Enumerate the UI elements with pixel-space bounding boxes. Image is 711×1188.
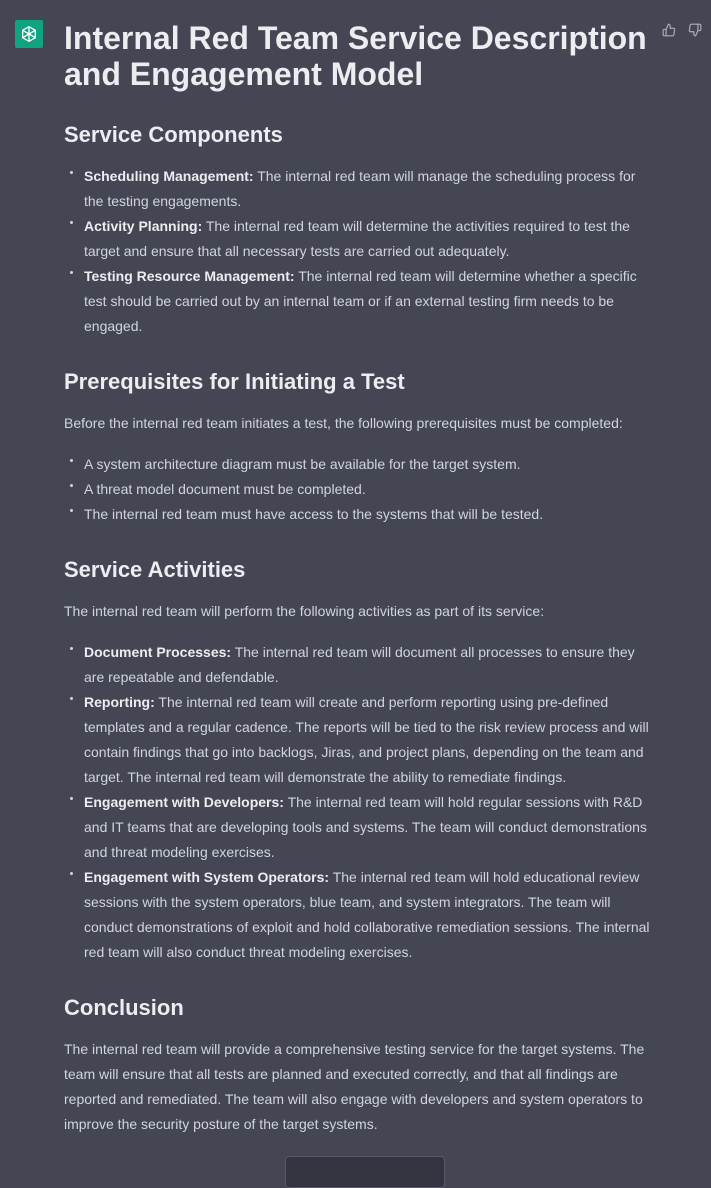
list-item [64, 640, 654, 690]
document-title: Internal Red Team Service Description and Engagement Model [64, 20, 647, 92]
thumbs-down-icon [688, 23, 702, 37]
section-heading: Prerequisites for Initiating a Test [64, 369, 405, 394]
list-item-text: The internal red team will hold regular sessions with R&D and IT teams that are developing tools and systems. The team will conduct demonstrations and threat modeling exercises. [84, 794, 647, 860]
list-item-text: The internal red team will manage the scheduling process for the testing engagements. [84, 168, 636, 209]
section-heading: Conclusion [64, 995, 184, 1020]
list-item-text: The internal red team will document all processes to ensure they are repeatable and defendable. [84, 644, 635, 685]
section-conclusion [64, 993, 654, 1137]
list-item [64, 690, 654, 790]
message-content [64, 20, 654, 1165]
list-item-text: The internal red team will determine whether a specific test should be carried out by an internal team or if an external testing firm needs to be engaged. [84, 268, 637, 334]
list-item: A threat model document must be completed. [64, 477, 654, 502]
section-heading: Service Components [64, 122, 283, 147]
list-item: The internal red team must have access to the systems that will be tested. [64, 502, 654, 527]
list-item-term: Document Processes: [84, 644, 232, 660]
section-prerequisites [64, 367, 654, 527]
regenerate-button[interactable] [285, 1156, 445, 1188]
bullet-list [64, 640, 654, 965]
bullet-list [64, 164, 654, 339]
list-item-text: The internal red team will hold educational review sessions with the system operators, blue team, and system integrators. The team will conduct demonstrations of exploit and hold collaborative remediation sessions. The internal red team will also conduct threat modeling exercises. [84, 869, 650, 960]
list-item [64, 865, 654, 965]
thumbs-up-button[interactable] [661, 22, 677, 38]
list-item-text: The internal red team will create and perform reporting using pre-defined templates and a regular cadence. The reports will be tied to the risk review process and will contain findings that go into backlogs, Jiras, and project plans, depending on the team and target. The internal red team will demonstrate the ability to remediate findings. [84, 694, 649, 785]
section-service-components [64, 120, 654, 339]
openai-logo-icon [19, 24, 39, 44]
list-item [64, 790, 654, 865]
section-intro: Before the internal red team initiates a test, the following prerequisites must be completed: [64, 415, 623, 431]
conclusion-text: The internal red team will provide a comprehensive testing service for the target systems. The team will ensure that all tests are planned and executed correctly, and that all findings are reported and remediated. The team will also engage with developers and system operators to improve the security posture of the target systems. [64, 1041, 645, 1132]
list-item-term: Activity Planning: [84, 218, 203, 234]
list-item-text: The internal red team will determine the activities required to test the target and ensure that all necessary tests are carried out adequately. [84, 218, 630, 259]
section-intro: The internal red team will perform the following activities as part of its service: [64, 603, 545, 619]
list-item-term: Engagement with Developers: [84, 794, 284, 810]
list-item: A system architecture diagram must be available for the target system. [64, 452, 654, 477]
assistant-avatar [15, 20, 43, 48]
bullet-list [64, 452, 654, 527]
list-item-term: Reporting: [84, 694, 155, 710]
section-heading: Service Activities [64, 557, 246, 582]
thumbs-down-button[interactable] [687, 22, 703, 38]
feedback-controls [661, 22, 703, 38]
thumbs-up-icon [662, 23, 676, 37]
list-item-term: Scheduling Management: [84, 168, 254, 184]
list-item [64, 214, 654, 264]
list-item [64, 264, 654, 339]
section-service-activities [64, 555, 654, 965]
list-item-term: Engagement with System Operators: [84, 869, 330, 885]
list-item-term: Testing Resource Management: [84, 268, 295, 284]
list-item [64, 164, 654, 214]
